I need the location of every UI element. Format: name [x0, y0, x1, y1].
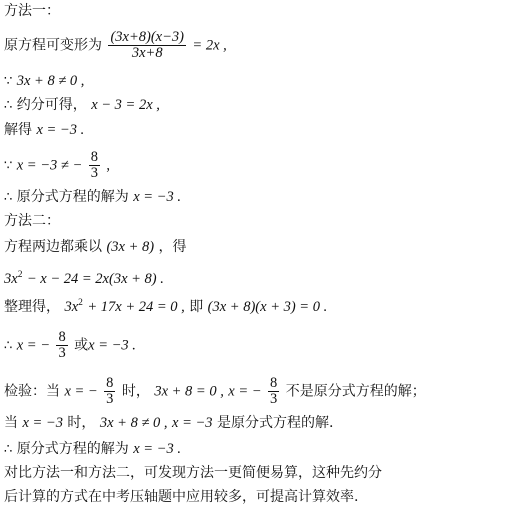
math: − x − 24 = 2x(3x + 8) . [26, 271, 164, 287]
text: 即 [189, 299, 204, 315]
fraction-denominator: 3 [58, 345, 66, 361]
text: 不是原分式方程的解； [285, 383, 426, 400]
math: x = −3 . [133, 189, 181, 205]
line-verify-two [4, 414, 333, 432]
fraction-denominator: 3 [270, 391, 278, 407]
line-answer-one [4, 188, 181, 207]
fraction-numerator: (3x+8)(x−3) [110, 29, 184, 45]
math: 3x [64, 299, 79, 315]
fraction-denominator: 3x+8 [131, 45, 163, 61]
text: 是原分式方程的解. [216, 415, 334, 431]
math: (3x + 8) [106, 239, 155, 255]
text: 约分可得， [16, 97, 87, 113]
math: x = − [64, 383, 98, 400]
math: x = −3 [22, 415, 63, 431]
math: (3x + 8)(x + 3) = 0 . [207, 299, 328, 315]
method-one-heading [4, 2, 60, 20]
text: 后计算的方式在中考压轴题中应用较多，可提高计算效率. [4, 489, 359, 505]
fraction-numerator: 8 [58, 329, 66, 345]
math: 3x + 8 = 0 , [154, 383, 224, 400]
line-simplify [4, 294, 327, 316]
text: 方程两边都乘以 [4, 239, 102, 255]
text: 原方程可变形为 [4, 37, 102, 54]
text: 检验：当 [4, 383, 60, 400]
line-reduce [4, 96, 160, 115]
fraction [89, 150, 100, 181]
line-answer-two [4, 440, 181, 459]
text: 方法一： [4, 3, 60, 19]
fraction-numerator: 8 [270, 375, 278, 391]
exponent: 2 [17, 270, 23, 280]
text: ，得 [158, 239, 187, 255]
text: 时， [67, 415, 96, 431]
line-comparison [4, 464, 382, 482]
text: 整理得， [4, 299, 60, 315]
line-transform [4, 30, 227, 61]
line-roots [4, 330, 136, 361]
text: 时， [121, 383, 150, 400]
line-condition [4, 72, 84, 91]
fraction-denominator: 3 [90, 165, 98, 181]
therefore-symbol: ∴ [4, 338, 13, 354]
line-expand [4, 266, 164, 288]
math: , [106, 157, 111, 174]
math: 3x + 8 ≠ 0 , [16, 73, 85, 89]
math: = 2x , [192, 37, 227, 54]
line-multiply [4, 238, 187, 256]
therefore-symbol: ∴ [4, 442, 13, 457]
fraction [108, 30, 186, 61]
text: 方法二： [4, 213, 60, 229]
because-symbol: ∵ [4, 74, 13, 89]
text: 或 [74, 337, 89, 354]
line-solve [4, 121, 84, 139]
fraction-denominator: 3 [106, 391, 114, 407]
math: 3x + 8 ≠ 0 , [99, 415, 168, 431]
because-symbol: ∵ [4, 158, 13, 174]
method-two-heading [4, 212, 60, 230]
exponent: 2 [78, 298, 83, 308]
math: x = − [16, 337, 50, 354]
fraction-numerator: 8 [106, 375, 114, 391]
text: 原分式方程的解为 [16, 189, 129, 205]
math: x = −3 . [88, 337, 136, 354]
math: x = −3 [172, 415, 213, 431]
fraction [56, 330, 67, 361]
math: x = −3 . [133, 441, 181, 457]
math: x − 3 = 2x , [91, 97, 160, 113]
text: 原分式方程的解为 [16, 441, 129, 457]
line-check [4, 150, 110, 181]
math: x = − [228, 383, 262, 400]
fraction [268, 376, 279, 407]
math: + 17x + 24 = 0 , [87, 299, 185, 315]
therefore-symbol: ∴ [4, 190, 13, 205]
math: 3x [4, 271, 18, 287]
math: x = −3 ≠ − [16, 157, 83, 174]
text: 当 [4, 415, 18, 431]
math: x = −3 . [36, 122, 85, 138]
line-verify-one [4, 376, 426, 407]
therefore-symbol: ∴ [4, 98, 13, 113]
fraction-numerator: 8 [90, 149, 98, 165]
text: 解得 [4, 122, 32, 138]
text: 对比方法一和方法二，可发现方法一更简便易算，这种先约分 [4, 465, 382, 481]
line-conclusion [4, 488, 358, 506]
fraction [104, 376, 115, 407]
